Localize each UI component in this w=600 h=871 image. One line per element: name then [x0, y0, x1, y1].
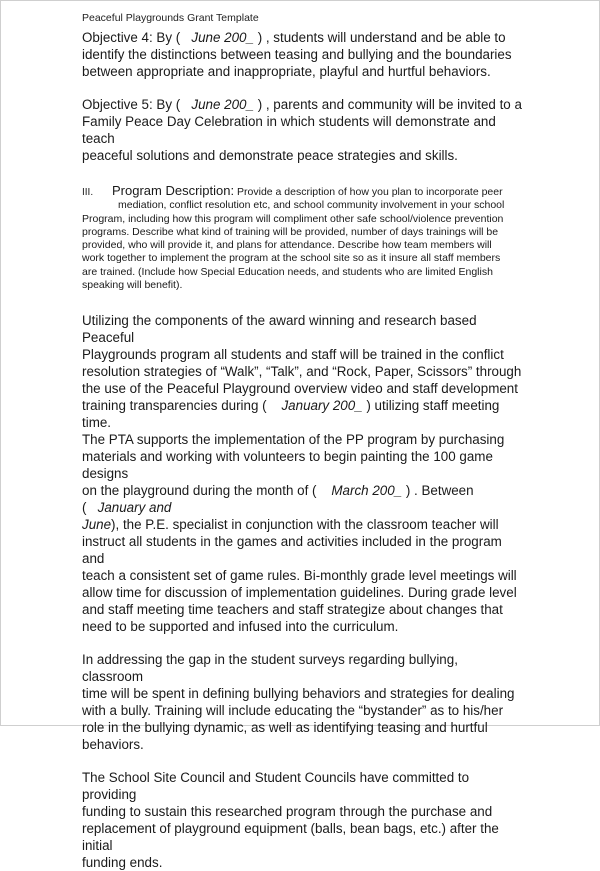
paragraph-1-line: The PTA supports the implementation of the PP program by purchasing — [82, 432, 505, 448]
objective-4-line-1-end: ) , students will understand and be able to — [257, 30, 506, 45]
objective-4-prefix: Objective 4: By ( — [82, 30, 181, 45]
section-3-line-2: mediation, conflict resolution etc, and school community involvement in your school — [118, 199, 505, 212]
document-page — [82, 11, 522, 871]
objective-5-prefix: Objective 5: By ( — [82, 97, 181, 112]
paragraph-1-line: Playgrounds program all students and staff will be trained in the conflict — [82, 347, 504, 363]
paragraph-1-text: ), the P.E. specialist in conjunction with the classroom teacher will — [111, 517, 499, 533]
paragraph-1-line: need to be supported and infused into the curriculum. — [82, 619, 399, 635]
paragraph-1-text: ) . Between ( — [82, 483, 474, 516]
paragraph-1-line — [82, 397, 522, 431]
paragraph-2-line: behaviors. — [82, 737, 144, 753]
section-3-title: Program Description: — [112, 183, 235, 198]
paragraph-1-line: and staff meeting time teachers and staff strategize about changes that — [82, 602, 503, 618]
training-date: January 200_ — [281, 398, 363, 414]
instruction-date-end: June — [82, 517, 112, 533]
paragraph-funding — [82, 769, 522, 871]
section-program-description — [82, 184, 522, 292]
paragraph-1-line — [82, 482, 522, 516]
objective-5-date: June 200_ — [191, 97, 254, 112]
section-3-line-4: programs. Describe what kind of training will be provided, number of days trainings will be — [82, 225, 499, 238]
paragraph-1-line — [82, 516, 522, 533]
paragraph-bullying — [82, 651, 522, 753]
section-3-line-7: are trained. (Include how Special Education needs, and students who are limited English — [82, 265, 493, 278]
paragraph-1-line: teach a consistent set of game rules. Bi-monthly grade level meetings will — [82, 568, 517, 584]
section-3-line-5: provided, who will provide it, and plans for attendance. Describe how team members will — [82, 239, 492, 252]
paragraph-1-text: training transparencies during ( — [82, 398, 267, 414]
objective-4-line-3: between appropriate and inappropriate, playful and hurtful behaviors. — [82, 64, 491, 79]
objective-5 — [82, 96, 522, 164]
paragraph-1-line: resolution strategies of “Walk”, “Talk”, and “Rock, Paper, Scissors” through — [82, 364, 522, 380]
objective-4-line-2: identify the distinctions between teasing and bullying and the boundaries — [82, 47, 512, 62]
instruction-date-start: January and — [97, 500, 172, 516]
paragraph-3-line: funding ends. — [82, 855, 163, 871]
paragraph-1-line: allow time for discussion of implementation guidelines. During grade level — [82, 585, 517, 601]
objective-4 — [82, 29, 522, 80]
painting-date: March 200_ — [331, 483, 403, 499]
document-header: Peaceful Playgrounds Grant Template — [82, 12, 259, 24]
paragraph-1-line: the use of the Peaceful Playground overview video and staff development — [82, 381, 518, 397]
paragraph-2-line: In addressing the gap in the student surveys regarding bullying, classroom — [82, 652, 458, 685]
paragraph-3-line: The School Site Council and Student Councils have committed to providing — [82, 770, 470, 803]
paragraph-2-line: time will be spent in defining bullying behaviors and strategies for dealing — [82, 686, 515, 702]
section-3-line-6: work together to implement the program at the school site so as it insure all staff members — [82, 252, 501, 265]
objective-5-line-1 — [82, 96, 522, 113]
paragraph-training — [82, 312, 522, 635]
objective-4-date: June 200_ — [191, 30, 254, 45]
paragraph-1-line: Utilizing the components of the award winning and research based Peaceful — [82, 313, 477, 346]
section-3-line-1 — [82, 184, 522, 199]
paragraph-1-text: on the playground during the month of ( — [82, 483, 317, 499]
objective-5-line-1-end: ) , parents and community will be invited to a — [257, 97, 522, 112]
paragraph-1-text: ) utilizing staff meeting time. — [82, 398, 500, 431]
paragraph-3-line: replacement of playground equipment (balls, bean bags, etc.) after the initial — [82, 821, 499, 854]
section-3-line-8: speaking will benefit). — [82, 279, 183, 292]
section-3-line-1-text: Provide a description of how you plan to incorporate peer — [234, 186, 503, 198]
objective-5-line-2: Family Peace Day Celebration in which students will demonstrate and teach — [82, 114, 496, 146]
section-3-numeral: III. — [82, 187, 94, 198]
paragraph-1-line: instruct all students in the games and activities included in the program and — [82, 534, 502, 567]
objective-4-line-1 — [82, 29, 522, 46]
paragraph-3-line: funding to sustain this researched program through the purchase and — [82, 804, 493, 820]
section-3-line-3: Program, including how this program will compliment other safe school/violence prevention — [82, 212, 504, 225]
paragraph-2-line: role in the bullying dynamic, as well as identifying teasing and hurtful — [82, 720, 488, 736]
objective-5-line-3: peaceful solutions and demonstrate peace strategies and skills. — [82, 148, 458, 163]
paragraph-2-line: with a bully. Training will include educating the “bystander” as to his/her — [82, 703, 504, 719]
paragraph-1-line: materials and working with volunteers to begin painting the 100 game designs — [82, 449, 493, 482]
